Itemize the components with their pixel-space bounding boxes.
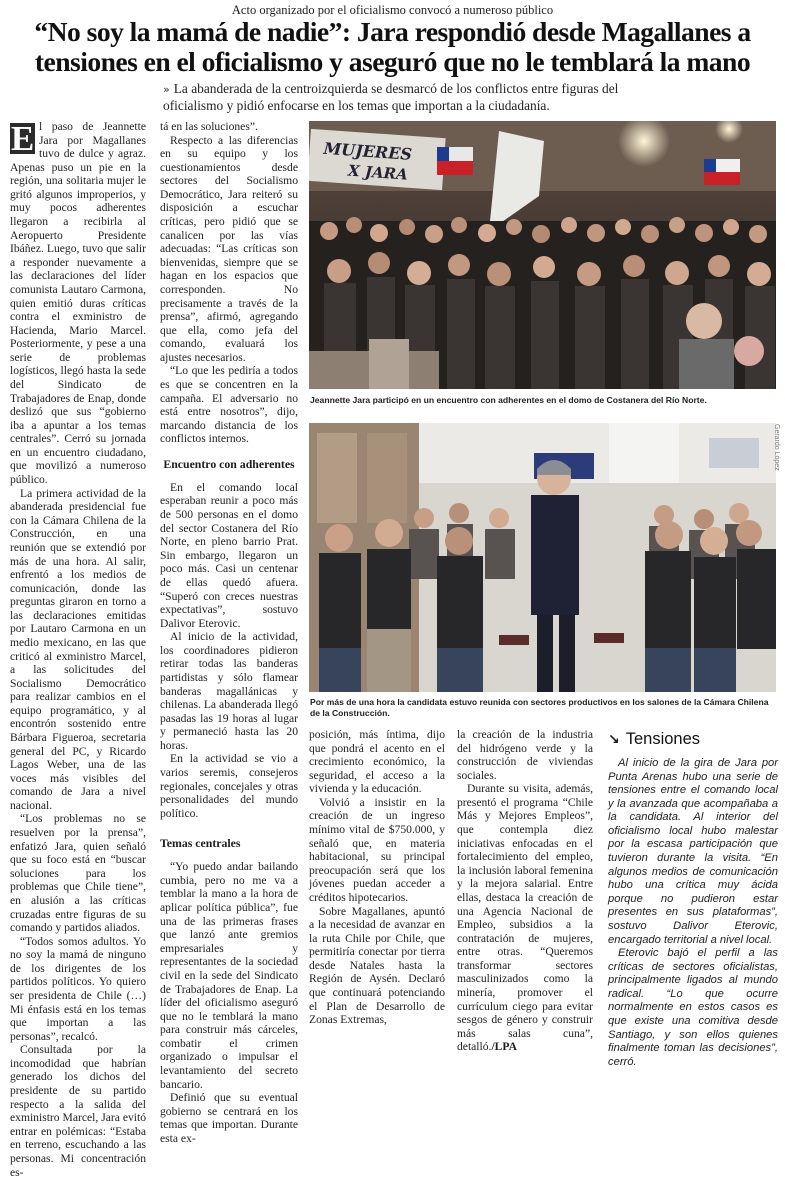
signoff: /LPA [491, 1040, 518, 1054]
sidebar-title: Tensiones [625, 730, 701, 748]
svg-text:X JARA: X JARA [347, 161, 409, 184]
svg-text:MUJERES: MUJERES [322, 138, 413, 164]
photo-meeting [309, 423, 776, 692]
article-column-1 [10, 120, 146, 1179]
col1-p4: “Todos somos adultos. Yo no soy la mamá de ninguno de los dirigentes de los partidos políticos. Yo quiero ser presidenta de Chile (…) Mi énfasis está en los temas que importan a las personas”, recalcó. [10, 934, 146, 1043]
deck [163, 81, 633, 113]
col2-p8: Definió que su eventual gobierno se centrará en los temas que importan. Durante esta ex- [160, 1091, 298, 1145]
sidebar-p1: Al inicio de la gira de Jara por Punta Arenas hubo una serie de tensiones entre el comando local y la avanzada que acompañaba a la candidata. Al interior del oficialismo local hubo malestar por la escasa participación que tuvieron durante la visita. “En algunos medios de comunicación hubo una crítica muy ácida porque no pudieron estar presentes en sus plataformas”, sostuvo Dalivor Eterovic, encargado territorial a nivel local. [608, 757, 778, 946]
article-column-2 [160, 120, 298, 1145]
headline: “No soy la mamá de nadie”: Jara respondió desde Magallanes a tensiones en el oficialismo y aseguró que no le temblará la mano [34, 16, 751, 77]
col1-p1: l paso de Jeannette Jara por Magallanes tuvo de dulce y agraz. Apenas puso un pie en la región, una solitaria mujer le gritó algunos improperios, y muy pocos adherentes llegaron a recibirla al Aeropuerto Presidente Ibáñez. Luego, tuvo que salir a responder nuevamente a las declaraciones del líder comunista Lautaro Carmona, quien emitió duras críticas contra el exministro de Hacienda, Mario Marcel. Posteriormente, y pese a una serie de problemas logísticos, llegó hasta la sede del Sindicato de Trabajadores de Enap, donde deslizó que sus “gobierno iba a apuntar a los temas centrales”. Cerró su jornada en un encuentro ciudadano, que movilizó a numeroso público. [10, 120, 146, 487]
deck-text: La abanderada de la centroizquierda se desmarcó de los conflictos entre figuras del oficialismo y pidió enfocarse en los temas que importan a la ciudadanía. [163, 81, 619, 113]
sidebar-tensiones [608, 730, 778, 1069]
arrow-down-right-icon: ↘ [608, 731, 620, 748]
sidebar-p2: Eterovic bajó el perfil a las críticas de sectores oficialistas, principalmente ligados al mundo radical. “Lo que ocurre normalmente en estos casos es que existe una comitiva desde Santiago, y son ellos quienes finalmente toman las decisiones”, cerró. [608, 947, 778, 1068]
crowd-photo-illustration [309, 121, 776, 389]
col2-p3: “Lo que les pediría a todos es que se concentren en la campaña. El adversario no está entre nosotros”, dijo, marcando distancia de los conflictos internos. [160, 364, 298, 446]
double-chevron-icon: » [163, 83, 170, 96]
subhead-encuentro: Encuentro con adherentes [163, 456, 295, 471]
caption-photo-2: Por más de una hora la candidata estuvo reunida con sectores productivos en los salones de la Cámara Chilena de la Construcción. [310, 697, 769, 718]
col3-p3: Sobre Magallanes, apuntó a la necesidad de avanzar en la ruta Chile por Chile, que permitiría conectar por tierra desde Natales hasta la Región de Aysén. Declaró que continuará potenciando el Plan de Desarrollo de Zonas Extremas, [309, 904, 445, 1027]
col3-p1: posición, más íntima, dijo que pondrá el acento en el crecimiento económico, la seguridad, el acceso a la vivienda y la educación. [309, 728, 445, 796]
article-column-3 [309, 728, 445, 1027]
subhead-temas: Temas centrales [160, 836, 241, 851]
kicker: Acto organizado por el oficialismo convocó a numeroso público [231, 3, 554, 17]
article-column-4 [457, 728, 593, 1054]
col4-p1: la creación de la industria del hidrógeno verde y la construcción de viviendas sociales. [457, 728, 593, 782]
col3-p2: Volvió a insistir en la creación de un ingreso mínimo vital de $750.000, y señaló que, en materia habitacional, su principal preocupación será que los jóvenes puedan acceder a créditos hipotecarios. [309, 795, 445, 904]
dropcap: E [10, 119, 35, 158]
photo-rally [309, 121, 776, 389]
col2-p4: En el comando local esperaban reunir a poco más de 500 personas en el domo del sector Costanera del Río Norte, en pleno barrio Prat. Sin embargo, llegaron un poco más. Casi un centenar de ellas quedó afuera. “Superó con creces nuestras expectativas”, sostuvo Dalivor Eterovic. [160, 480, 298, 630]
col2-p7: “Yo puedo andar bailando cumbia, pero no me va a temblar la mano a la hora de aplicar política pública”, fue una de las primeras frases que lanzó ante gremios empresariales y representantes de la sociedad civil en la sede del Sindicato de Trabajadores de Enap. La líder del oficialismo aseguró que no le temblará la mano para construir más cárceles, combatir el crimen organizado o impulsar el levantamiento del secreto bancario. [160, 860, 298, 1091]
col1-p2: La primera actividad de la abanderada presidencial fue con la Cámara Chilena de la Construcción, en una reunión que se extendió por más de una hora. Al salir, enfrentó a los medios de comunicación, donde las preguntas giraron en torno a las declaraciones emitidas por Lautaro Carmona en un medio mexicano, en las que criticó al exministro Marcel, a las solicitudes del Socialismo Democrático para realizar cambios en el equipo programático, y al encontrón sostenido entre Bárbara Figueroa, secretaria general del PC, y Ricardo Lagos Weber, una de las voces más visibles del comando de Jara a nivel nacional. [10, 486, 146, 812]
col1-p5: Consultada por la incomodidad que habrían generado los dichos del presidente de su partido respecto a la salida del exministro Marcel, Jara evitó entrar en polémicas: “Estaba en terreno, escuchando a las personas. Mi concentración es- [10, 1043, 146, 1179]
caption-photo-1: Jeannette Jara participó en un encuentro con adherentes en el domo de Costanera del Río Norte. [310, 395, 707, 405]
col4-p2: Durante su visita, además, presentó el programa “Chile Más y Mejores Empleos”, que contempla diez iniciativas enfocadas en el fortalecimiento del empleo, la inclusión laboral femenina y la mejora salarial. Entre ellas, destaca la creación de una Agencia Nacional de Empleo, subsidios a la contratación de mujeres, entre otras. “Queremos transformar sectores masculinizados como la minería, promover el currículum ciego para evitar sesgos de género y construir más salas cuna”, detalló. [457, 782, 593, 1054]
col2-p1: tá en las soluciones”. [160, 120, 258, 133]
meeting-photo-illustration [309, 423, 776, 692]
sidebar-body [608, 757, 778, 1069]
sidebar-header [608, 730, 778, 749]
col2-p6: En la actividad se vio a varios seremis, consejeros regionales, concejales y otras personalidades del mundo político. [160, 752, 298, 820]
photo-credit: Gerardo López [773, 424, 780, 471]
col1-p3: “Los problemas no se resuelven por la prensa”, enfatizó Jara, quien señaló que su foco está en “buscar soluciones para los problemas que Chile tiene”, en alusión a las críticas cruzadas entre figuras de su comando y partidos aliados. [10, 812, 146, 935]
col2-p2: Respecto a las diferencias en su equipo y los cuestionamientos desde sectores del Socialismo Democrático, Jara reiteró su disposición a escuchar críticas, pero pidió que se canalicen por las vías adecuadas: “Las críticas son bienvenidas, siempre que se hagan en los espacios que corresponden. No precisamente a través de la prensa”, afirmó, agregando que ella, como jefa del comando, evaluará los ajustes necesarios. [160, 133, 298, 364]
col2-p5: Al inicio de la actividad, los coordinadores pidieron retirar todas las banderas partidistas y sólo flamear banderas magallánicas y chilenas. La abanderada llegó pasadas las 19 horas al lugar y permaneció hasta las 20 horas. [160, 630, 298, 752]
